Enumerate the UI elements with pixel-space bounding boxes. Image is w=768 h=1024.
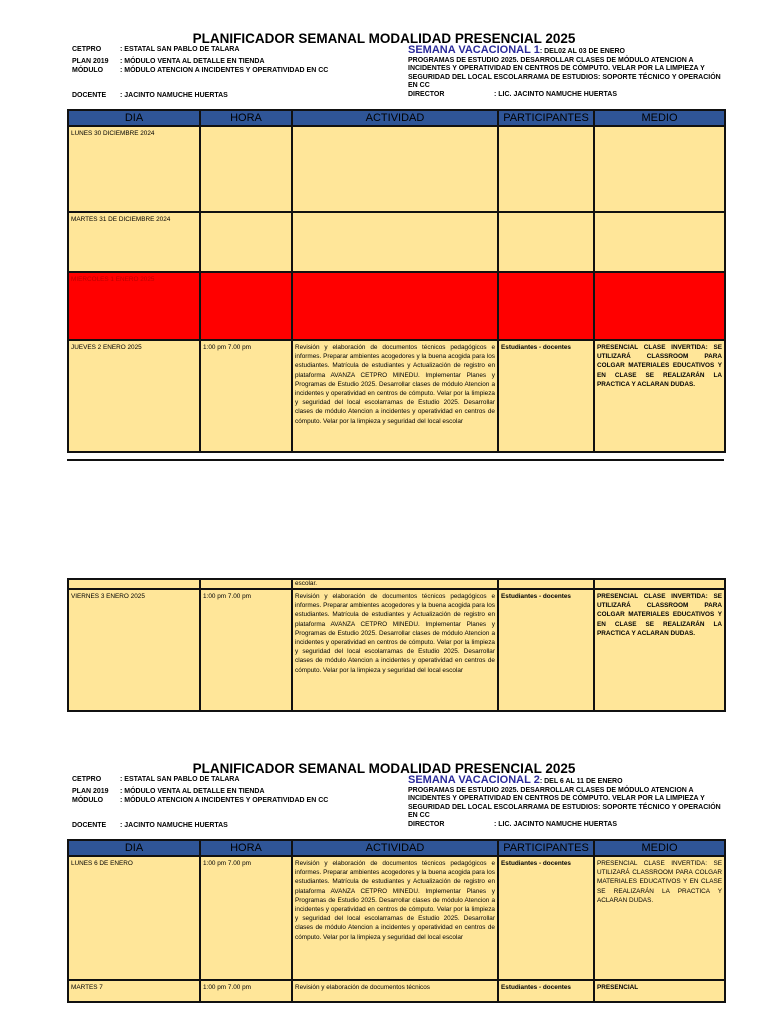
modulo-value: : MÓDULO ATENCION A INCIDENTES Y OPERATIVIDAD EN CC [120,67,329,74]
docente-value: : JACINTO NAMUCHE HUERTAS [120,92,228,99]
hora-cell: 1:00 pm 7.00 pm [200,980,292,1002]
director-value: : LIC. JACINTO NAMUCHE HUERTAS [494,90,618,98]
day-cell: LUNES 30 DICIEMBRE 2024 [68,126,200,212]
col-hora: HORA [200,110,292,126]
day-cell: MIERCOLES 1 ENERO 2025 [68,272,200,340]
col-medio: MEDIO [594,110,725,126]
schedule-table-1 [67,109,726,453]
director-label: DIRECTOR [408,90,445,98]
actividad-text: Revisión y elaboración de documentos técnicos pedagógicos e informes. Preparar ambientes acogedores y la buena acogida para los estudiantes. Matrícula de estudiantes y Actualización de registro en plataforma AVANZA CETPRO MINEDU. Implementar Planes y Programas de Estudio 2025. Desarrollar clases de módulo Atencion a incidentes y operatividad en centros de cómputo. Velar por la limpieza y seguridad del local escolarramas de Estudio 2025. Desarrollar clases de módulo Atencion a incidentes y operatividad en centros de cómputo. Velar por la limpieza y seguridad del local escolar [295,344,495,425]
cetpro-label: CETPRO [72,776,102,783]
table-row [68,589,725,711]
docente-label: DOCENTE [72,822,107,829]
cetpro-label: CETPRO [72,46,102,53]
docente-label: DOCENTE [72,92,107,99]
table-bottom-rule [67,459,724,461]
col-dia: DIA [68,840,200,856]
semana-label: SEMANA VACACIONAL 2 [408,774,540,786]
hora-cell: 1:00 pm 7.00 pm [200,340,292,452]
modulo-label: MÓDULO [72,797,104,804]
plan-label: PLAN 2019 [72,58,109,65]
day-cell: VIERNES 3 ENERO 2025 [68,589,200,711]
table-row [68,856,725,980]
table-row [68,126,725,212]
table-row [68,980,725,1002]
director-value: : LIC. JACINTO NAMUCHE HUERTAS [494,820,618,828]
actividad-cell: Revisión y elaboración de documentos técnicos pedagógicos e informes. Preparar ambientes acogedores y la buena acogida para los estudiantes. Matrícula de estudiantes y Actualización de registro en plataforma AVANZA CETPRO MINEDU. Implementar Planes y Programas de Estudio 2025. Desarrollar clases de módulo Atencion a incidentes y operatividad en centros de cómputo. Velar por la limpieza y seguridad del local escolarramas de Estudio 2025. Desarrollar clases de módulo Atencion a incidentes y operatividad en centros de cómputo. Velar por la limpieza y seguridad del local escolar [292,589,498,711]
medio-cell: PRESENCIAL [594,980,725,1002]
col-dia: DIA [68,110,200,126]
hora-cell: 1:00 pm 7.00 pm [200,589,292,711]
participantes-cell: Estudiantes - docentes [498,589,594,711]
table-row [68,340,725,452]
header-info-left-2 [72,776,392,836]
table-row-cont [68,579,725,589]
modulo-label: MÓDULO [72,67,104,74]
programas-text: PROGRAMAS DE ESTUDIO 2025. DESARROLLAR CLASES DE MÓDULO ATENCION A INCIDENTES Y OPERATIVIDAD EN CENTROS DE CÓMPUTO. VELAR POR LA LIMPIEZA Y SEGURIDAD DEL LOCAL ESCOLARRAMA DE ESTUDIOS: SOPORTE TÉCNICO Y OPERACIÓN EN CC [408,56,721,89]
medio-cell: PRESENCIAL CLASE INVERTIDA: SE UTILIZARÁ CLASSROOM PARA COLGAR MATERIALES EDUCATIVOS Y EN CLASE SE REALIZARÁN LA PRACTICA Y ACLARAN DUDAS. [594,856,725,980]
page-title-2: PLANIFICADOR SEMANAL MODALIDAD PRESENCIAL 2025 [192,761,576,776]
participantes-cell: Estudiantes - docentes [498,856,594,980]
director-label: DIRECTOR [408,820,445,828]
col-actividad: ACTIVIDAD [292,840,498,856]
day-cell: MARTES 31 DE DICIEMBRE 2024 [68,212,200,272]
medio-cell: PRESENCIAL CLASE INVERTIDA: SE UTILIZARÁ CLASSROOM PARA COLGAR MATERIALES EDUCATIVOS Y EN CLASE SE REALIZARÁN LA PRACTICA Y ACLARAN DUDAS. [594,589,725,711]
semana-block [408,46,726,100]
day-cell: MARTES 7 [68,980,200,1002]
table-row [68,212,725,272]
plan-value: : MÓDULO VENTA AL DETALLE EN TIENDA [120,788,265,795]
col-participantes: PARTICIPANTES [498,110,594,126]
programas-text: PROGRAMAS DE ESTUDIO 2025. DESARROLLAR CLASES DE MÓDULO ATENCION A INCIDENTES Y OPERATIVIDAD EN CENTROS DE CÓMPUTO. VELAR POR LA LIMPIEZA Y SEGURIDAD DEL LOCAL ESCOLARRAMA DE ESTUDIOS: SOPORTE TÉCNICO Y OPERACIÓN EN CC [408,786,721,819]
semana-block-2 [408,776,726,830]
participantes-cell: Estudiantes - docentes [498,980,594,1002]
semana-dates: : DEL02 AL 03 DE ENERO [539,48,626,55]
page-title: PLANIFICADOR SEMANAL MODALIDAD PRESENCIAL 2025 [192,31,576,46]
header-info-left [72,46,392,106]
cetpro-value: : ESTATAL SAN PABLO DE TALARA [120,776,240,783]
actividad-cell: Revisión y elaboración de documentos técnicos [292,980,498,1002]
actividad-cell: Revisión y elaboración de documentos técnicos pedagógicos e informes. Preparar ambientes acogedores y la buena acogida para los estudiantes. Matrícula de estudiantes y Actualización de registro en plataforma AVANZA CETPRO MINEDU. Implementar Planes y Programas de Estudio 2025. Desarrollar clases de módulo Atencion a incidentes y operatividad en centros de cómputo. Velar por la limpieza y seguridad del local escolarramas de Estudio 2025. Desarrollar clases de módulo Atencion a incidentes y operatividad en centros de cómputo. Velar por la limpieza y seguridad del local escolar [292,856,498,980]
day-cell: JUEVES 2 ENERO 2025 [68,340,200,452]
col-participantes: PARTICIPANTES [498,840,594,856]
actividad-cell [292,340,498,452]
participantes-cell: Estudiantes - docentes [498,340,594,452]
hora-cell: 1:00 pm 7.00 pm [200,856,292,980]
actividad-cont: escolar. [292,579,498,589]
col-hora: HORA [200,840,292,856]
schedule-table-2 [67,839,726,1003]
table-header-row [68,110,725,126]
table-header-row [68,840,725,856]
semana-dates: : DEL 6 AL 11 DE ENERO [539,778,623,785]
cetpro-value: : ESTATAL SAN PABLO DE TALARA [120,46,240,53]
col-medio: MEDIO [594,840,725,856]
plan-value: : MÓDULO VENTA AL DETALLE EN TIENDA [120,58,265,65]
table-row-holiday [68,272,725,340]
col-actividad: ACTIVIDAD [292,110,498,126]
day-cell: LUNES 6 DE ENERO [68,856,200,980]
medio-cell: PRESENCIAL CLASE INVERTIDA: SE UTILIZARÁ CLASSROOM PARA COLGAR MATERIALES EDUCATIVOS Y EN CLASE SE REALIZARÁN LA PRACTICA Y ACLARAN DUDAS. [594,340,725,452]
docente-value: : JACINTO NAMUCHE HUERTAS [120,822,228,829]
semana-label: SEMANA VACACIONAL 1 [408,44,540,56]
modulo-value: : MÓDULO ATENCION A INCIDENTES Y OPERATIVIDAD EN CC [120,797,329,804]
schedule-table-1-cont [67,578,726,712]
plan-label: PLAN 2019 [72,788,109,795]
